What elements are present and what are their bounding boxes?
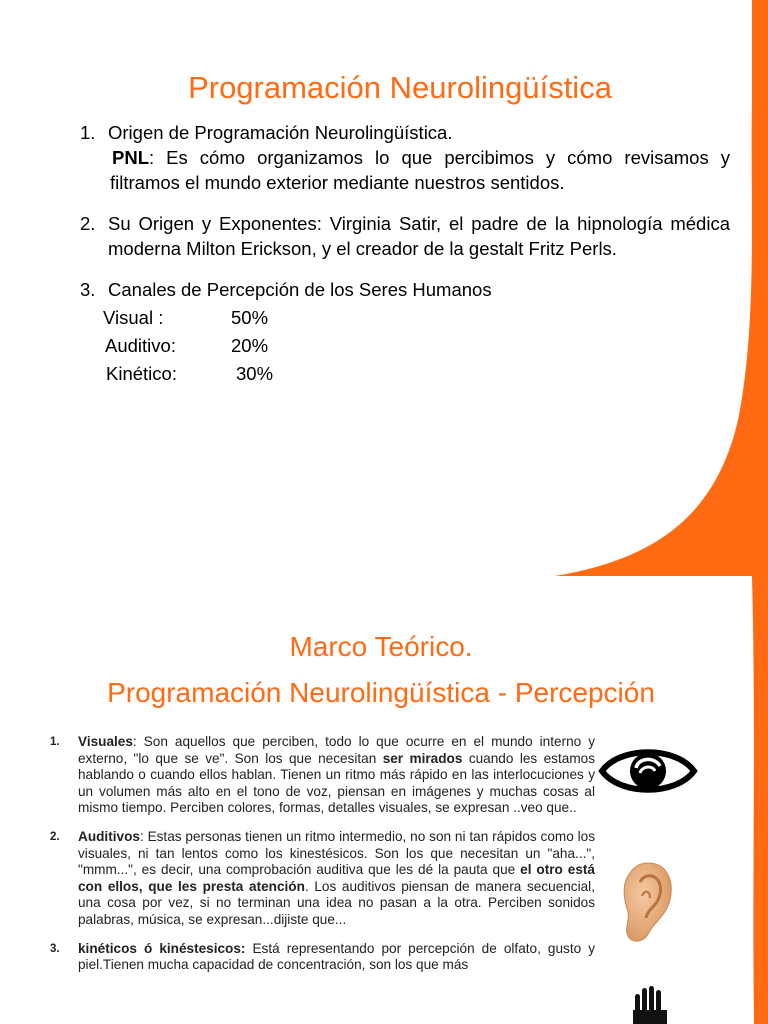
slide-2-title-line-1: Marco Teórico. — [289, 631, 473, 662]
item-text: Su Origen y Exponentes: Virginia Satir, el padre de la hipnología médica moderna Milton Erickson, y el creador de la gestalt Fritz Perls. — [108, 213, 730, 259]
slide-2-title-line-2: Programación Neurolingüística - Percepción — [107, 677, 655, 708]
ear-icon — [618, 860, 676, 946]
item-number: 3. — [50, 942, 60, 955]
slide-2-list — [50, 734, 595, 974]
item-emphasis: ser mirados — [382, 750, 463, 766]
slide-1-title: Programación Neurolingüística — [188, 70, 612, 105]
channel-name: Auditivo: — [105, 335, 176, 356]
hand-icon — [628, 986, 672, 1024]
list-item-auditivos — [50, 829, 595, 929]
item-number: 1. — [50, 736, 60, 748]
eye-icon — [598, 740, 698, 802]
item-label: Auditivos — [78, 828, 140, 844]
item-text: Está representando por percepción de olfato, gusto y piel.Tienen mucha capacidad de concentración, son los que más — [78, 940, 596, 973]
item-number: 1. — [80, 122, 96, 143]
channel-row-visual — [103, 304, 730, 332]
pnl-definition — [80, 145, 730, 195]
item-number: 3. — [80, 279, 96, 300]
item-text-continued: cuando les estamos hablando o cuando ellos hablan. Tienen un ritmo más rápido en las interlocuciones y un volumen más alto en el tono de voz, piensan en imágenes y muchas cosas al mismo tiempo. Perciben colores, formas, detalles visuales, se expresan ..veo que.. — [78, 750, 595, 816]
list-item-kineticos — [50, 941, 595, 974]
item-heading: Canales de Percepción de los Seres Humanos — [108, 279, 492, 300]
item-label: Visuales — [78, 734, 133, 749]
list-item-visuales — [50, 734, 595, 817]
item-text: : Estas personas tienen un ritmo intermedio, no son ni tan rápidos como los visuales, ni tan lentos como los kinestésicos. Son los que necesitan un "aha...", "mmm...", es decir, una comprobación auditiva que les dé la pauta que — [78, 828, 595, 878]
channel-name: Kinético: — [106, 363, 177, 384]
channels-list — [80, 304, 730, 388]
channel-row-auditivo — [103, 332, 730, 360]
item-number: 2. — [80, 213, 96, 234]
pnl-text: : Es cómo organizamos lo que percibimos y cómo revisamos y filtramos el mundo exterior mediante nuestros sentidos. — [110, 147, 730, 193]
item-text: : Son aquellos que perciben, todo lo que ocurre en el mundo interno y externo, "lo que se ve". Son los que necesitan — [78, 734, 595, 766]
list-item — [80, 211, 730, 261]
slide-1-list — [80, 120, 730, 388]
channel-name: Visual : — [103, 307, 164, 328]
channel-value: 30% — [236, 363, 274, 384]
channel-value: 50% — [231, 307, 269, 328]
item-emphasis: el otro está con ellos, que les presta atención — [78, 862, 595, 894]
slide-2 — [0, 576, 768, 1024]
channel-value: 20% — [231, 335, 269, 356]
item-number: 2. — [50, 830, 60, 843]
item-text-continued: . Los auditivos piensan de manera secuencial, una cosa por vez, si no terminan una idea no pasan a la otra. Perciben sonidos palabras, música, se expresan...dijiste que... — [78, 878, 595, 927]
list-item — [80, 120, 730, 145]
item-label: kinéticos ó kinéstesicos: — [78, 940, 246, 956]
item-heading: Origen de Programación Neurolingüística. — [108, 122, 453, 143]
list-item — [80, 277, 730, 302]
pnl-label: PNL — [112, 147, 149, 168]
channel-row-kinetico — [103, 360, 730, 388]
